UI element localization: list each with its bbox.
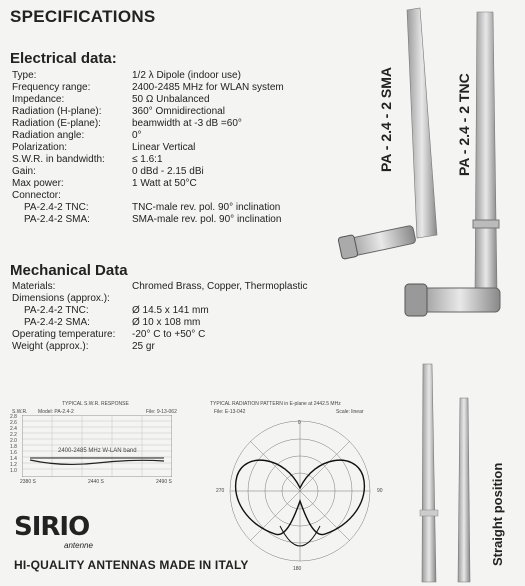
antenna-photo — [325, 0, 525, 360]
spec-label: Weight (approx.): — [12, 341, 89, 352]
spec-label: Radiation angle: — [12, 130, 85, 141]
swr-chart — [22, 415, 172, 477]
spec-value: ≤ 1.6:1 — [132, 154, 163, 165]
spec-label: Connector: — [12, 190, 61, 201]
swr-y-tick: 2.2 — [10, 432, 17, 438]
spec-value: -20° C to +50° C — [132, 329, 206, 340]
spec-label: Polarization: — [12, 142, 68, 153]
swr-file-label: File: 9-13-062 — [146, 409, 177, 415]
spec-label: Operating temperature: — [12, 329, 116, 340]
spec-value: 0 dBd - 2.15 dBi — [132, 166, 204, 177]
pattern-file-label: File: E-13-042 — [214, 409, 246, 415]
swr-y-tick: 2.0 — [10, 438, 17, 444]
spec-label: Max power: — [12, 178, 64, 189]
spec-label: Frequency range: — [12, 82, 91, 93]
brand-tagline: HI-QUALITY ANTENNAS MADE IN ITALY — [14, 558, 249, 572]
spec-label: Radiation (E-plane): — [12, 118, 101, 129]
swr-y-tick: 2.8 — [10, 414, 17, 420]
spec-label: PA-2.4-2 SMA: — [24, 214, 90, 225]
straight-antennas-photo — [400, 360, 480, 586]
pattern-tick-top: 0 — [298, 420, 301, 426]
spec-label: Impedance: — [12, 94, 65, 105]
spec-label: Materials: — [12, 281, 56, 292]
spec-label: PA-2.4-2 TNC: — [24, 202, 89, 213]
pattern-tick-bottom: 180 — [293, 566, 302, 572]
spec-value: Linear Vertical — [132, 142, 196, 153]
swr-y-tick: 2.6 — [10, 420, 17, 426]
spec-value: Chromed Brass, Copper, Thermoplastic — [132, 281, 308, 292]
spec-label: Gain: — [12, 166, 36, 177]
swr-curve — [30, 460, 164, 464]
radiation-pattern-chart — [225, 416, 375, 566]
swr-x-tick: 2440 S — [88, 479, 104, 485]
mechanical-heading: Mechanical Data — [10, 262, 128, 279]
spec-value: 0° — [132, 130, 142, 141]
swr-band-note: 2400-2485 MHz W-LAN band — [58, 448, 137, 454]
swr-y-tick: 1.8 — [10, 444, 17, 450]
page-title: SPECIFICATIONS — [10, 7, 156, 26]
swr-y-tick: 1.4 — [10, 456, 17, 462]
swr-x-tick: 2490 S — [156, 479, 172, 485]
spec-label: Type: — [12, 70, 37, 81]
swr-x-tick: 2380 S — [20, 479, 36, 485]
pattern-tick-left: 270 — [216, 488, 225, 494]
swr-y-tick: 2.4 — [10, 426, 17, 432]
pattern-chart-title: TYPICAL RADIATION PATTERN in E-plane at 2442.5 MHz — [210, 401, 341, 407]
spec-value: 25 gr — [132, 341, 155, 352]
spec-value: 2400-2485 MHz for WLAN system — [132, 82, 284, 93]
swr-chart-title: TYPICAL S.W.R. RESPONSE — [62, 401, 129, 407]
spec-value: 1/2 λ Dipole (indoor use) — [132, 70, 241, 81]
swr-axis-label: S.W.R. — [12, 409, 28, 415]
spec-value: TNC-male rev. pol. 90° inclination — [132, 202, 281, 213]
sirio-logo: SIRIO — [14, 512, 90, 542]
spec-label: PA-2.4-2 SMA: — [24, 317, 90, 328]
electrical-heading: Electrical data: — [10, 50, 117, 67]
spec-value: 360° Omnidirectional — [132, 106, 225, 117]
spec-value: Ø 14.5 x 141 mm — [132, 305, 209, 316]
spec-value: Ø 10 x 108 mm — [132, 317, 201, 328]
tnc-label: PA - 2.4 - 2 TNC — [456, 73, 472, 176]
pattern-scale-label: Scale: linear — [336, 409, 364, 415]
straight-position-label: Straight position — [490, 462, 505, 566]
spec-value: SMA-male rev. pol. 90° inclination — [132, 214, 282, 225]
spec-value: 50 Ω Unbalanced — [132, 94, 210, 105]
pattern-tick-right: 90 — [377, 488, 383, 494]
spec-label: S.W.R. in bandwidth: — [12, 154, 105, 165]
sirio-logo-sub: antenne — [64, 541, 93, 550]
spec-label: Radiation (H-plane): — [12, 106, 102, 117]
sma-label: PA - 2.4 - 2 SMA — [378, 66, 394, 172]
swr-y-tick: 1.2 — [10, 462, 17, 468]
spec-value: beamwidth at -3 dB =60° — [132, 118, 242, 129]
spec-value: 1 Watt at 50°C — [132, 178, 197, 189]
swr-y-tick: 1.6 — [10, 450, 17, 456]
spec-label: Dimensions (approx.): — [12, 293, 110, 304]
spec-label: PA-2.4-2 TNC: — [24, 305, 89, 316]
swr-y-tick: 1.0 — [10, 468, 17, 474]
swr-model-label: Model: PA-2.4-2 — [38, 409, 74, 415]
